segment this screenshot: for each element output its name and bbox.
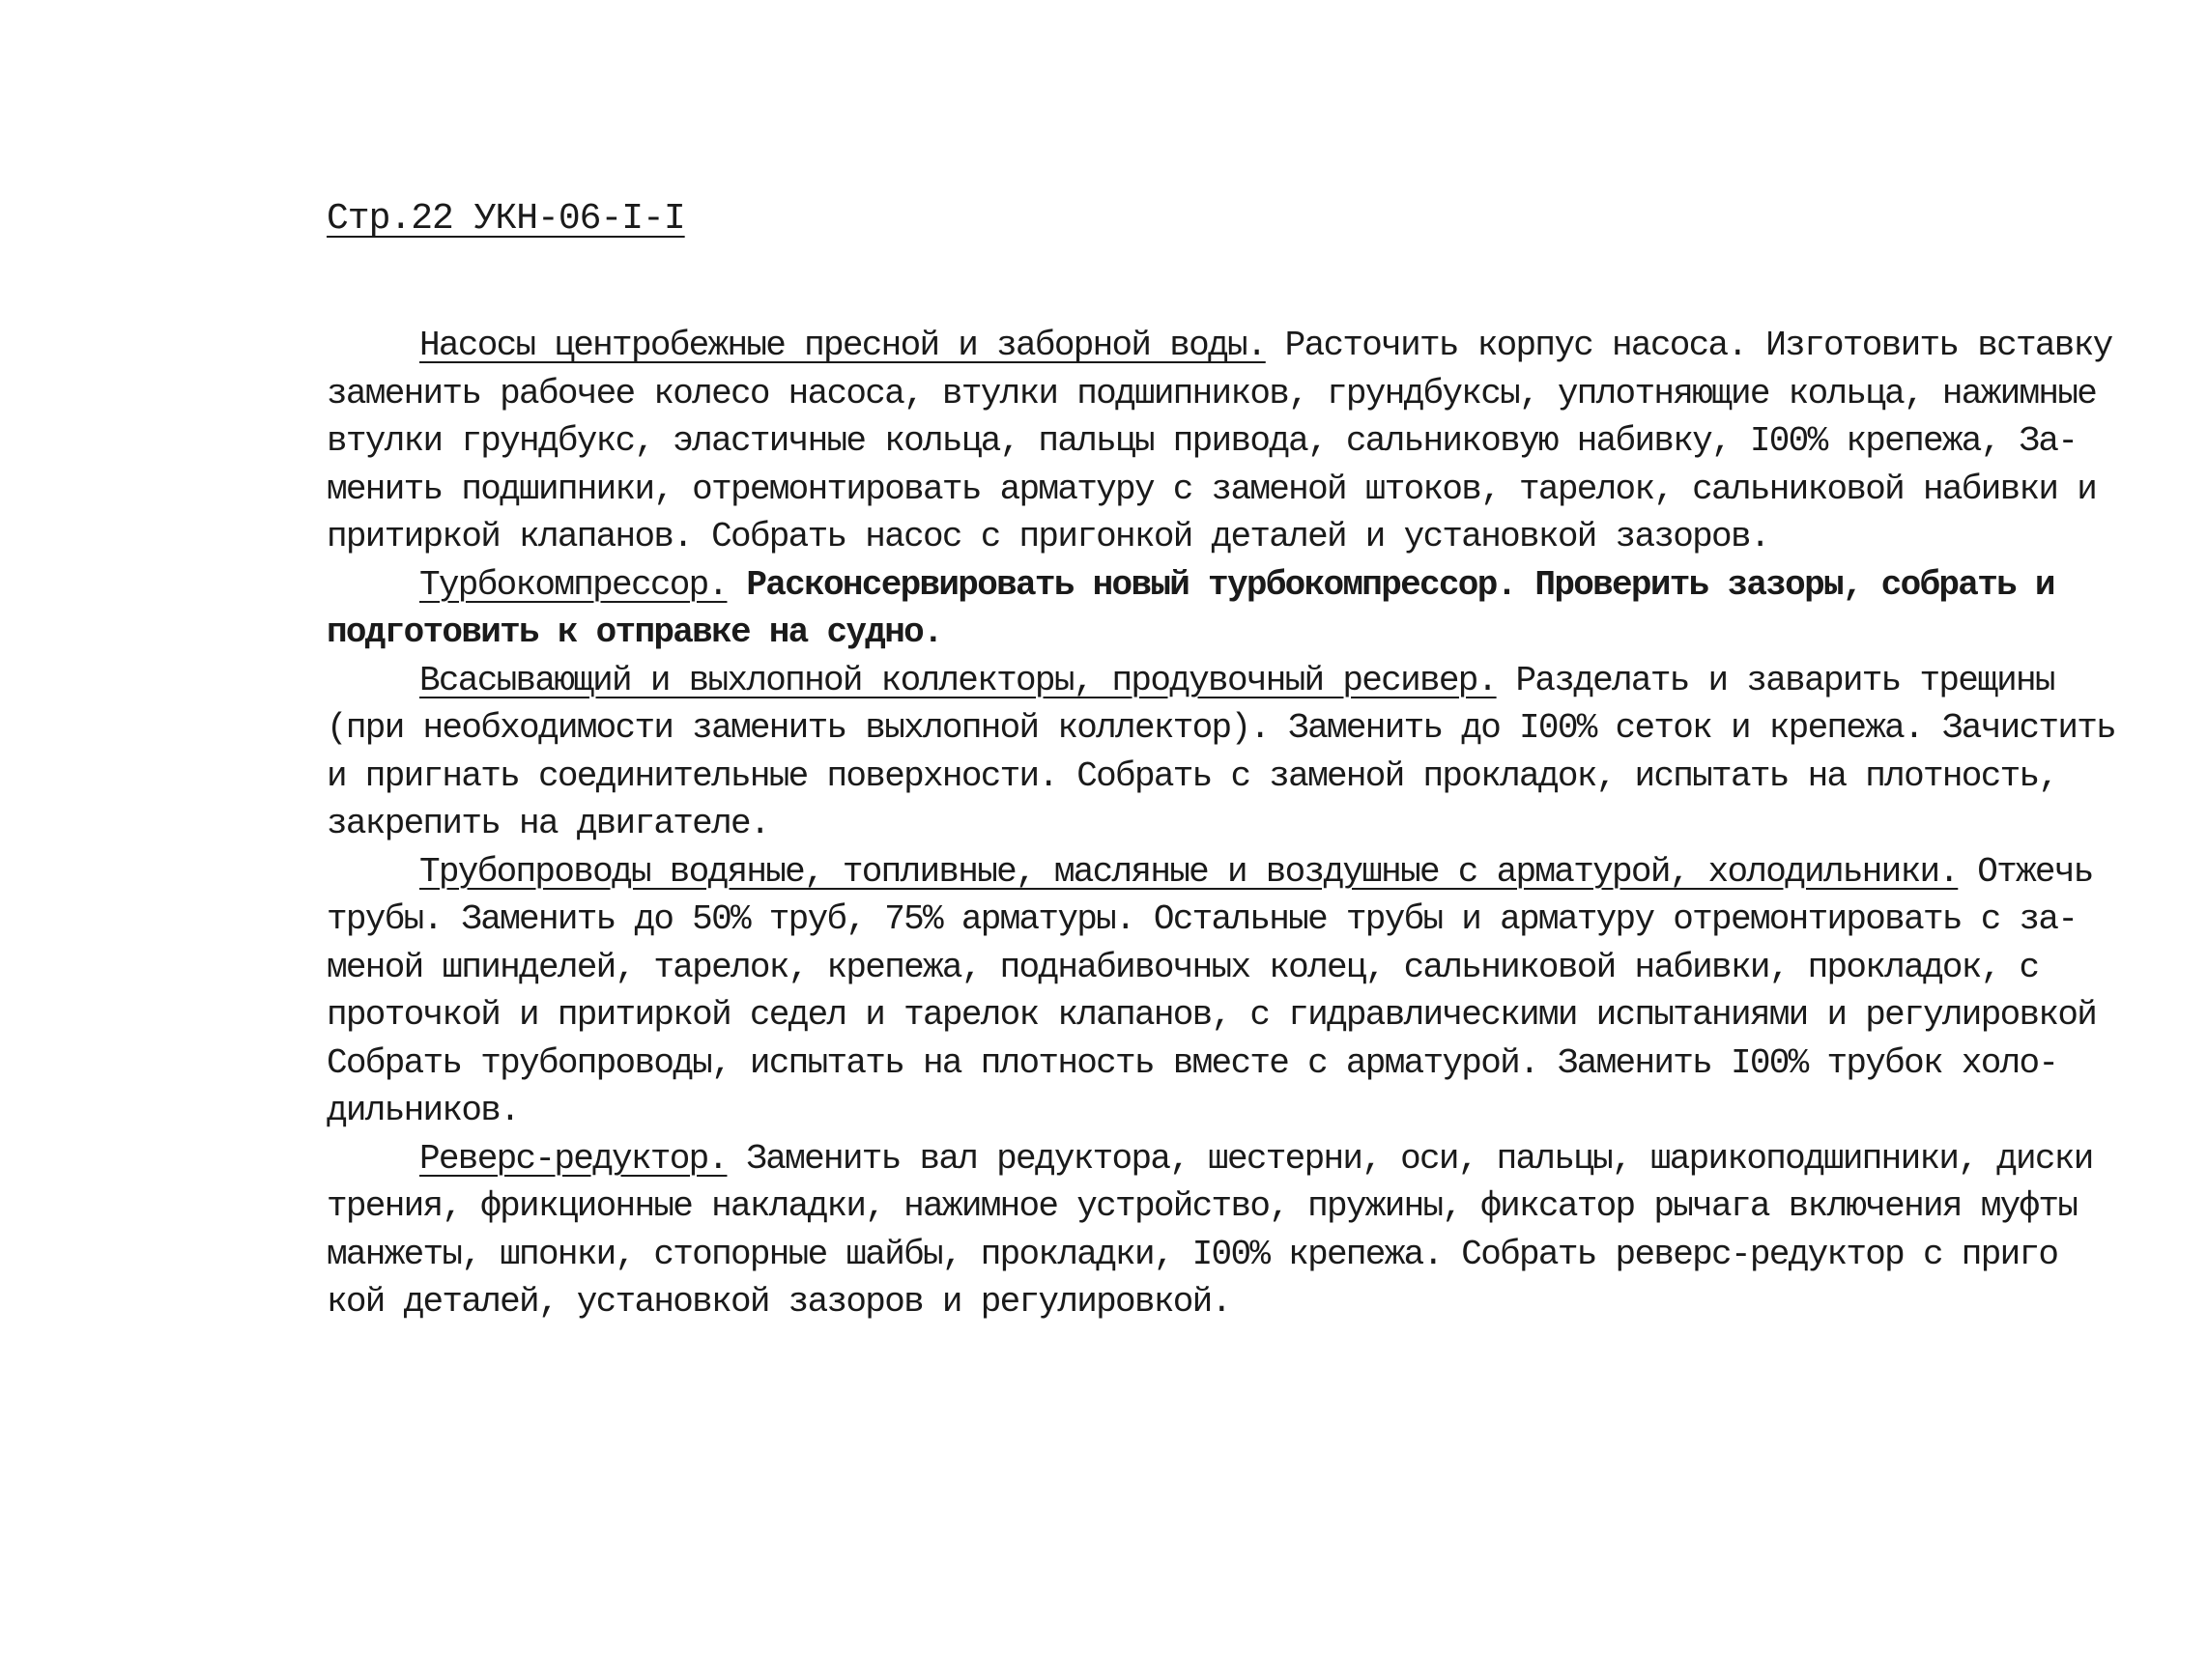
pumps-text-1: Расточить корпус насоса. Изготовить вставку [1265,326,2112,365]
reverse-title: Реверс-редуктор. [419,1138,728,1179]
document-body [327,322,2163,1326]
reverse-line-4: кой деталей, установкой зазоров и регулировкой. [327,1282,1231,1322]
pipelines-text-1: Отжечь [1958,851,2093,892]
collectors-line-2: (при необходимости заменить выхлопной коллектор). Заменить до I00% сеток и крепежа. Зачистить [327,708,2116,748]
pipelines-line-6: дильников. [327,1091,520,1130]
reverse-text-1: Заменить вал редуктора, шестерни, оси, пальцы, шарикоподшипники, диски [727,1138,2093,1179]
collectors-title: Всасывающий и выхлопной коллекторы, продувочный ресивер. [419,660,1497,700]
pipelines-line-3: меной шпинделей, тарелок, крепежа, поднабивочных колец, сальниковой набивки, прокладок, с [327,947,2039,987]
pumps-line-2: заменить рабочее колесо насоса, втулки подшипников, грундбуксы, уплотняющие кольца, нажимные [327,373,2097,413]
pumps-title: Насосы центробежные пресной и заборной воды. [419,326,1266,365]
pumps-line-5: притиркой клапанов. Собрать насос с пригонкой деталей и установкой зазоров. [327,517,1769,556]
collectors-line-3: и пригнать соединительные поверхности. Собрать с заменой прокладок, испытать на плотность, [327,755,2058,796]
collectors-line-4: закрепить на двигателе. [327,804,769,843]
pumps-line-4: менить подшипники, отремонтировать арматуру с заменой штоков, тарелок, сальниковой набивки и [327,469,2097,509]
pipelines-line-1 [327,848,2163,897]
turbo-title: Турбокомпрессор. [419,564,728,605]
pumps-line-1 [327,322,2163,370]
page-reference-header: Стр.22 УКН-06-I-I [327,198,685,240]
reverse-line-2: трения, фрикционные накладки, нажимное устройство, пружины, фиксатор рычага включения муфты [327,1186,2078,1226]
turbo-line-1 [327,561,2163,610]
turbo-text-1: Расконсервировать новый турбокомпрессор. Проверить зазоры, собрать и [727,564,2054,605]
collectors-line-1 [327,657,2163,705]
reverse-line-1 [327,1135,2163,1183]
reverse-line-3: манжеты, шпонки, стопорные шайбы, прокладки, I00% крепежа. Собрать реверс-редуктор с приго [327,1234,2058,1274]
pipelines-line-2: трубы. Заменить до 50% труб, 75% арматуры. Остальные трубы и арматуру отремонтировать с за- [327,899,2078,939]
pipelines-line-4: проточкой и притиркой седел и тарелок клапанов, с гидравлическими испытаниями и регулировкой [327,995,2097,1035]
pipelines-line-5: Собрать трубопроводы, испытать на плотность вместе с арматурой. Заменить I00% трубок холо- [327,1042,2058,1083]
pumps-line-3: втулки грундбукс, эластичные кольца, пальцы привода, сальниковую набивку, I00% крепежа, За- [327,421,2078,461]
collectors-text-1: Разделать и заварить трещины [1496,660,2054,700]
turbo-line-2: подготовить к отправке на судно. [327,612,942,652]
pipelines-title: Трубопроводы водяные, топливные, масляные и воздушные с арматурой, холодильники. [419,851,1959,892]
